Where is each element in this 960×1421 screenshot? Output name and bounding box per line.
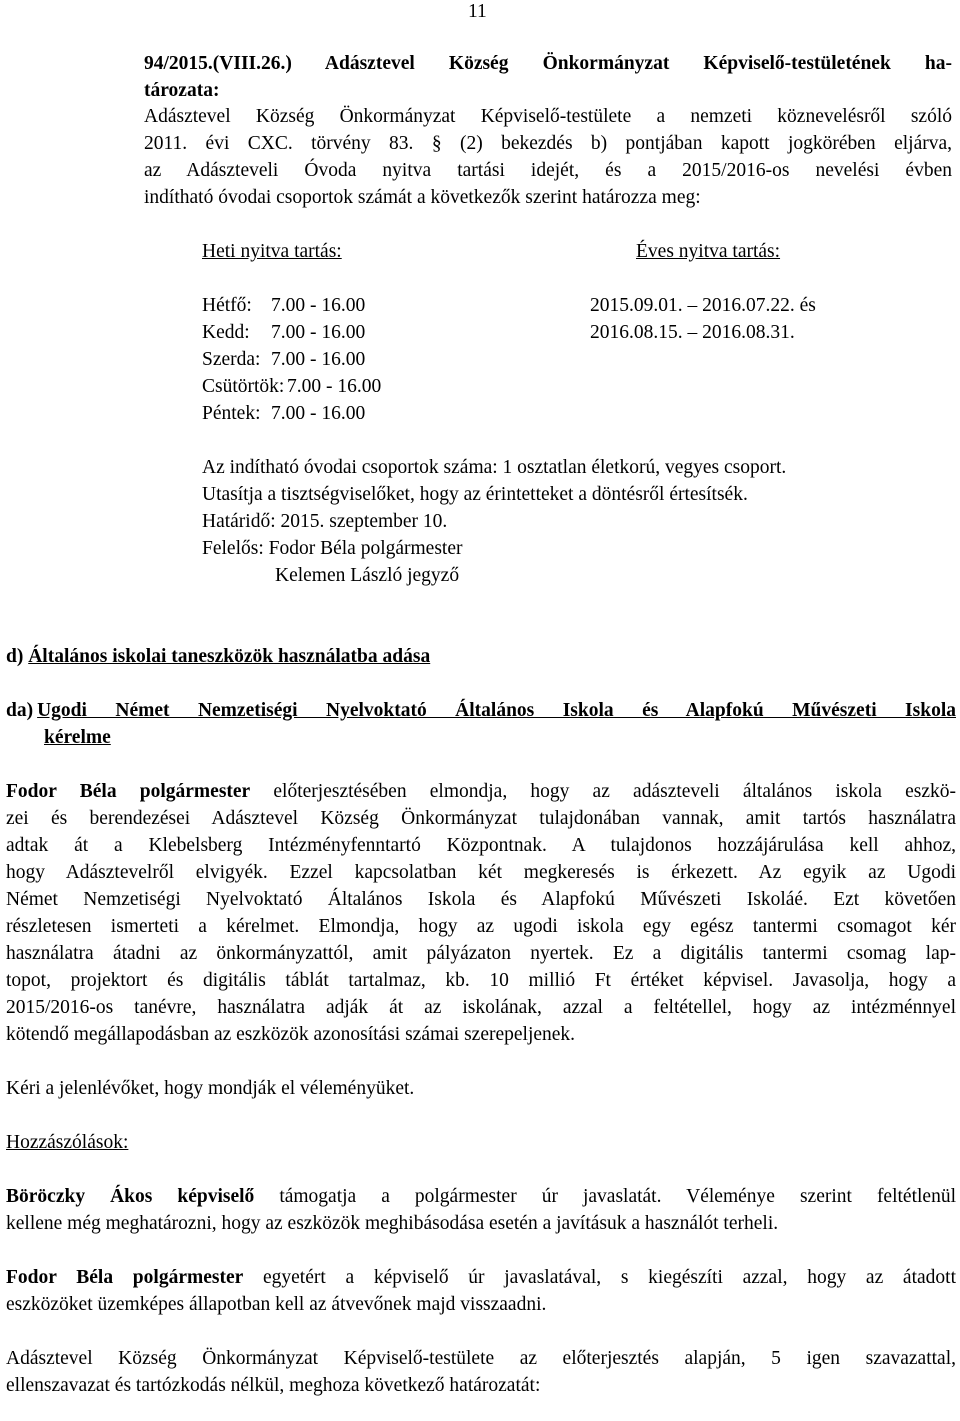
- yearly-hours-header: Éves nyitva tartás:: [636, 241, 781, 262]
- comment1-line1-text: támogatja a polgármester úr javaslatát. Véleménye szerint feltétlenül: [254, 1186, 956, 1207]
- schedule-hours: 7.00 - 16.00: [271, 322, 366, 343]
- section-d-heading: [6, 645, 430, 669]
- responsible-line: Felelős: Fodor Béla polgármester: [202, 538, 463, 559]
- schedule-hours: 7.00 - 16.00: [271, 349, 366, 370]
- ask-opinion: Kéri a jelenlévőket, hogy mondják el véleményüket.: [6, 1078, 415, 1099]
- weekly-hours-header: Heti nyitva tartás:: [202, 241, 342, 262]
- comments-heading: Hozzászólások:: [6, 1132, 129, 1153]
- resolution-text-line: indítható óvodai csoportok számát a következők szerint határozza meg:: [144, 187, 701, 208]
- schedule-day: Csütörtök:: [202, 376, 285, 397]
- para1-line: zei és berendezései Adásztevel Község Önkormányzat tulajdonában vannak, amit tartós használatra: [6, 808, 956, 829]
- section-d-title: Általános iskolai taneszközök használatba adása: [28, 646, 431, 667]
- resolution-heading-line2: tározata:: [144, 80, 220, 101]
- deadline-line: Határidő: 2015. szeptember 10.: [202, 511, 448, 532]
- section-da-heading: [6, 699, 956, 723]
- comment2-line1: [6, 1266, 956, 1290]
- para1-line: topot, projektort és digitális táblát tartalmaz, kb. 10 millió Ft értéket képvisel. Javasolja, hogy a: [6, 970, 956, 991]
- para1-line1: [6, 780, 956, 804]
- para1-line: 2015/2016-os tanévre, használatra adják át az iskolának, azzal a feltétellel, hogy az intézménnyel: [6, 997, 956, 1018]
- schedule-hours: 7.00 - 16.00: [271, 403, 366, 424]
- comment2-line2: eszközöket üzemképes állapotban kell az átvevőnek majd visszaadni.: [6, 1294, 547, 1315]
- schedule-hours: 7.00 - 16.00: [271, 295, 366, 316]
- comment2-line1-text: egyetért a képviselő úr javaslatával, s kiegészíti azzal, hogy az átadott: [243, 1267, 956, 1288]
- section-da-title: Ugodi Német Nemzetiségi Nyelvoktató Általános Iskola és Alapfokú Művészeti Iskola: [37, 700, 956, 721]
- schedule-hours: 7.00 - 16.00: [287, 376, 382, 397]
- comment1-line2: kellene még meghatározni, hogy az eszközök meghibásodása esetén a javításuk a használót terheli.: [6, 1213, 779, 1234]
- schedule-day: Szerda:: [202, 349, 261, 370]
- section-da-prefix: da): [6, 700, 34, 721]
- para1-line: használatra átadni az önkormányzattól, amit pályázaton nyertek. Ez a digitális tantermi csomag lap-: [6, 943, 956, 964]
- closing-line2: ellenszavazat és tartózkodás nélkül, meghoza következő határozatát:: [6, 1375, 541, 1396]
- comment2-speaker: Fodor Béla polgármester: [6, 1267, 244, 1288]
- section-da-title-line2: kérelme: [44, 727, 111, 748]
- groups-line: Az indítható óvodai csoportok száma: 1 osztatlan életkorú, vegyes csoport.: [202, 457, 787, 478]
- resolution-text-line: 2011. évi CXC. törvény 83. § (2) bekezdés b) pontjában kapott jogkörében eljárva,: [144, 133, 952, 154]
- responsible-line-2: Kelemen László jegyző: [275, 565, 460, 586]
- schedule-day: Hétfő:: [202, 295, 252, 316]
- para1-last-line: kötendő megállapodásban az eszközök azonosítási számai szerepeljenek.: [6, 1024, 576, 1045]
- para1-line: hogy Adásztevelről elvigyék. Ezzel kapcsolatban két megkeresés is érkezett. Az egyik az Ugodi: [6, 862, 956, 883]
- comment1-speaker: Böröczky Ákos képviselő: [6, 1186, 255, 1207]
- page-number: 11: [468, 1, 487, 22]
- comment1-line1: [6, 1185, 956, 1209]
- para1-speaker: Fodor Béla polgármester: [6, 781, 251, 802]
- schedule-day: Péntek:: [202, 403, 261, 424]
- para1-line: Német Nemzetiségi Nyelvoktató Általános Iskola és Alapfokú Művészeti Iskoláé. Ezt követően: [6, 889, 956, 910]
- yearly-period: 2015.09.01. – 2016.07.22. és: [590, 295, 816, 316]
- para1-line: részletesen ismerteti a kérelmet. Elmondja, hogy az ugodi iskola egy egész tantermi csomagot kér: [6, 916, 956, 937]
- resolution-text-line: az Adászteveli Óvoda nyitva tartási idejét, és a 2015/2016-os nevelési évben: [144, 160, 952, 181]
- yearly-period: 2016.08.15. – 2016.08.31.: [590, 322, 795, 343]
- para1-line1-text: előterjesztésében elmondja, hogy az adászteveli általános iskola eszkö-: [250, 781, 956, 802]
- closing-line1: Adásztevel Község Önkormányzat Képviselő-testülete az előterjesztés alapján, 5 igen szavazattal,: [6, 1348, 956, 1369]
- instruction-line: Utasítja a tisztségviselőket, hogy az érintetteket a döntésről értesítsék.: [202, 484, 748, 505]
- resolution-text-line: Adásztevel Község Önkormányzat Képviselő-testülete a nemzeti köznevelésről szóló: [144, 106, 952, 127]
- para1-line: adtak át a Klebelsberg Intézményfenntartó Központnak. A tulajdonos hozzájárulása kell ahhoz,: [6, 835, 956, 856]
- section-d-prefix: d): [6, 646, 29, 667]
- schedule-day: Kedd:: [202, 322, 250, 343]
- resolution-heading-line1: 94/2015.(VIII.26.) Adásztevel Község Önkormányzat Képviselő-testületének ha-: [144, 53, 952, 74]
